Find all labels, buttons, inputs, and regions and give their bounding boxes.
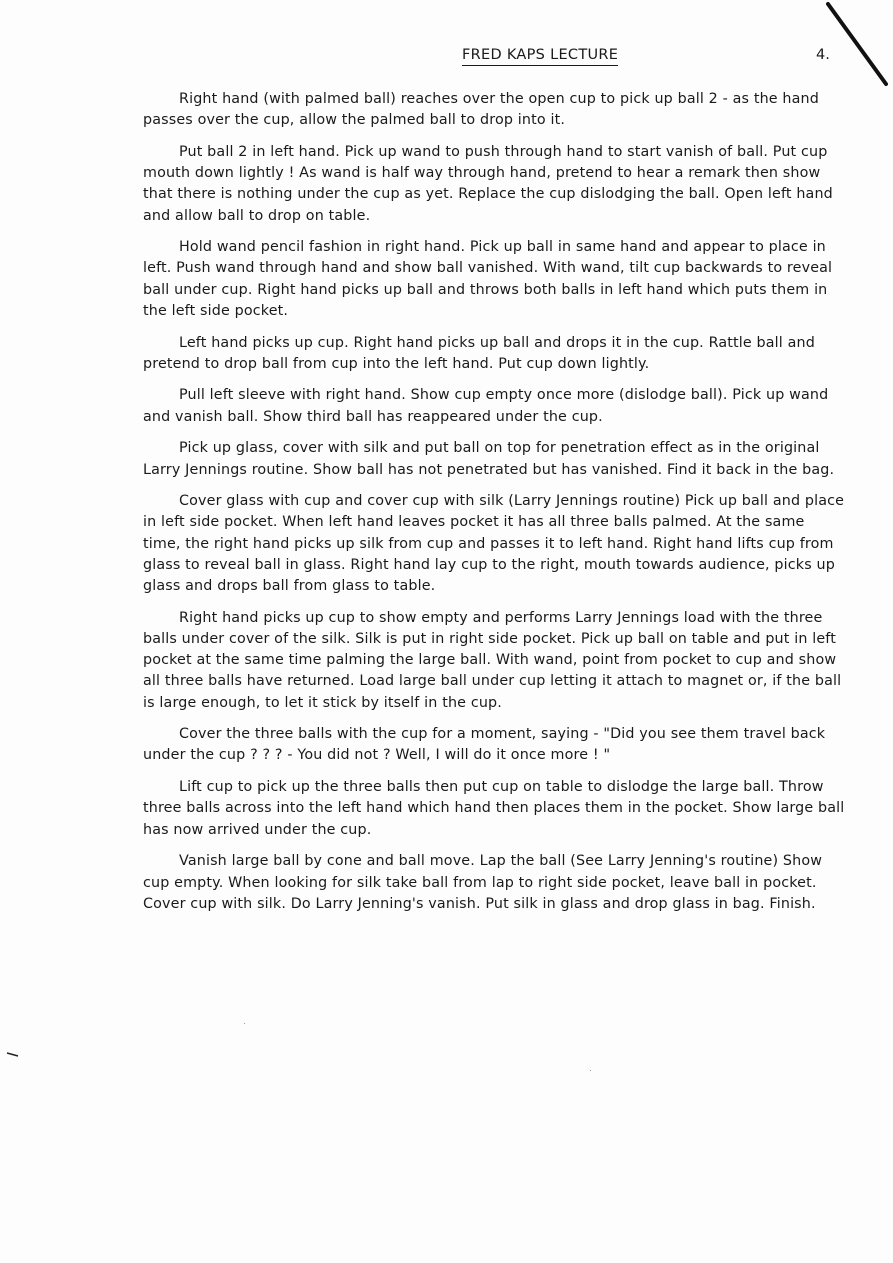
paragraph: Cover the three balls with the cup for a moment, saying - "Did you see them travel back under the cup ? ? ? - You did not ? Well, I will do it once more ! " [143,726,826,764]
paragraph: Right hand picks up cup to show empty and performs Larry Jennings load with the three balls under cover of the silk. Silk is put in right side pocket. Pick up ball on table and put in left pocket at the same time palming the large ball. With wand, point from pocket to cup and show all three balls have returned. Load large ball under cup letting it attach to magnet or, if the ball is large enough, to let it stick by itself in the cup. [143,609,842,711]
paragraph: Put ball 2 in left hand. Pick up wand to push through hand to start vanish of ball. Put cup mouth down lightly ! As wand is half way through hand, pretend to hear a remark then show that there is nothing under the cup as yet. Replace the cup dislodging the ball. Open left hand and allow ball to drop on table. [143,143,833,224]
paragraph: Hold wand pencil fashion in right hand. Pick up ball in same hand and appear to place in left. Push wand through hand and show ball vanished. With wand, tilt cup backwards to reveal ball under cup. Right hand picks up ball and throws both balls in left hand which puts them in the left side pocket. [143,239,833,319]
paragraph: Left hand picks up cup. Right hand picks up ball and drops it in the cup. Rattle ball and pretend to drop ball from cup into the left hand. Put cup down lightly. [143,334,815,372]
paragraph: Pick up glass, cover with silk and put ball on top for penetration effect as in the original Larry Jennings routine. Show ball has not penetrated but has vanished. Find it back in the bag. [143,440,835,478]
page-number: 4. [816,47,830,63]
corner-pen-stroke [820,0,893,100]
stray-ink-mark [6,1052,20,1058]
paragraph: Cover glass with cup and cover cup with silk (Larry Jennings routine) Pick up ball and place in left side pocket. When left hand leaves pocket it has all three balls palmed. At the same time, the right hand picks up silk from cup and passes it to left hand. Right hand lifts cup from glass to reveal ball in glass. Right hand lay cup to the right, mouth towards audience, picks up glass and drops ball from glass to table. [143,493,845,595]
dust-speck [590,1070,591,1071]
dust-speck [244,1023,245,1024]
paragraph: Lift cup to pick up the three balls then put cup on table to dislodge the large ball. Throw three balls across into the left hand which hand then places them in the pocket. Show large ball has now arrived under the cup. [143,779,845,838]
paragraph: Pull left sleeve with right hand. Show cup empty once more (dislodge ball). Pick up wand and vanish ball. Show third ball has reappeared under the cup. [143,387,829,425]
lecture-title: FRED KAPS LECTURE [462,47,618,66]
body-text [143,89,845,925]
paragraph: Right hand (with palmed ball) reaches over the open cup to pick up ball 2 - as the hand passes over the cup, allow the palmed ball to drop into it. [143,91,819,129]
paragraph: Vanish large ball by cone and ball move. Lap the ball (See Larry Jenning's routine) Show cup empty. When looking for silk take ball from lap to right side pocket, leave ball in pocket. Cover cup with silk. Do Larry Jenning's vanish. Put silk in glass and drop glass in bag. Finish. [143,853,823,912]
